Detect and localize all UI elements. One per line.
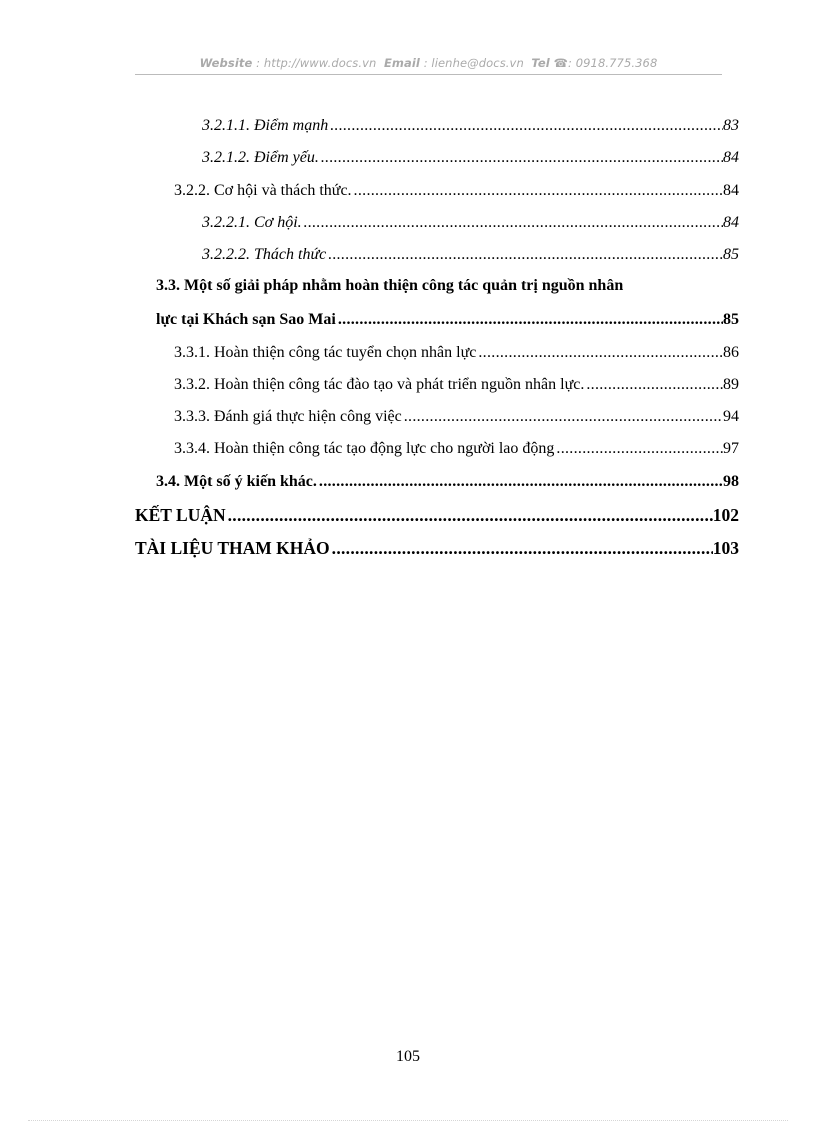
toc-leader-dots [476, 343, 723, 363]
toc-entry-page: 85 [723, 311, 739, 328]
toc-leader-dots [584, 375, 723, 395]
tel-label: Tel [531, 56, 550, 70]
toc-leader-dots [336, 310, 723, 330]
toc-entry [135, 503, 739, 525]
toc-entry-page: 103 [712, 538, 739, 558]
toc-entry-label: 3.3.3. Đánh giá thực hiện công việc [174, 408, 402, 425]
toc-leader-dots [328, 116, 723, 136]
toc-leader-dots [554, 439, 723, 459]
toc-entry [202, 211, 739, 233]
toc-entry-page: 94 [723, 408, 739, 425]
toc-entry [174, 437, 739, 459]
toc-entry-label: 3.2.1.1. Điểm mạnh [202, 117, 329, 134]
toc-entry-page: 84 [723, 149, 739, 166]
toc-leader-dots [302, 213, 723, 233]
toc-entry-label: 3.2.1.2. Điểm yếu. [202, 149, 319, 166]
toc-entry-label: TÀI LIỆU THAM KHẢO [135, 538, 330, 558]
toc-entry-label: 3.2.2.2. Thách thức [202, 246, 327, 263]
toc-entry [202, 114, 739, 136]
toc-leader-dots [352, 181, 723, 201]
toc-leader-dots [402, 407, 723, 427]
toc-entry [202, 146, 739, 168]
toc-entry [135, 536, 739, 558]
toc-leader-dots [226, 505, 713, 525]
header-divider [135, 74, 722, 75]
toc-entry [174, 373, 739, 395]
email-label: Email [383, 56, 420, 70]
email-value: : lienhe@docs.vn [423, 56, 524, 70]
toc-entry-label: 3.3.2. Hoàn thiện công tác đào tạo và phát triển nguồn nhân lực. [174, 376, 585, 393]
toc-entry-page: 97 [723, 440, 739, 457]
page-header [135, 56, 722, 70]
toc-entry-page: 83 [723, 117, 739, 134]
toc-entry [174, 405, 739, 427]
toc-leader-dots [326, 245, 723, 265]
toc-entry-page: 84 [723, 214, 739, 231]
toc-entry [174, 341, 739, 363]
toc-entry-label: 3.4. Một số ý kiến khác. [156, 473, 317, 490]
toc-entry-page: 84 [723, 182, 739, 199]
toc-entry-label: 3.2.2. Cơ hội và thách thức. [174, 182, 352, 199]
toc-entry-page: 89 [723, 376, 739, 393]
tel-value: : 0918.775.368 [567, 56, 658, 70]
toc-entry-label: 3.3.4. Hoàn thiện công tác tạo động lực cho người lao động [174, 440, 555, 457]
toc-entry [156, 308, 739, 330]
toc-entry-label: KẾT LUẬN [135, 505, 226, 525]
toc-leader-dots [319, 148, 723, 168]
toc-entry-label-line1: 3.3. Một số giải pháp nhằm hoàn thiện công tác quản trị nguồn nhân [156, 277, 624, 294]
toc-entry [156, 470, 739, 492]
toc-leader-dots [330, 538, 713, 558]
toc-entry-page: 102 [712, 505, 739, 525]
toc-entry-page: 85 [723, 246, 739, 263]
website-value: : http://www.docs.vn [256, 56, 377, 70]
toc-leader-dots [317, 472, 723, 492]
page-number: 105 [396, 1048, 420, 1065]
toc-entry [202, 243, 739, 265]
website-label: Website [199, 56, 253, 70]
toc-entry-label: 3.3.1. Hoàn thiện công tác tuyển chọn nhân lực [174, 344, 477, 361]
toc-entry [174, 179, 739, 201]
toc-entry-label: 3.2.2.1. Cơ hội. [202, 214, 302, 231]
toc-entry-page: 98 [723, 473, 739, 490]
phone-icon: ☎ [553, 56, 568, 70]
page-bottom-border [28, 1120, 788, 1121]
toc-entry-label-line2: lực tại Khách sạn Sao Mai [156, 311, 336, 328]
toc-entry-page: 86 [723, 344, 739, 361]
